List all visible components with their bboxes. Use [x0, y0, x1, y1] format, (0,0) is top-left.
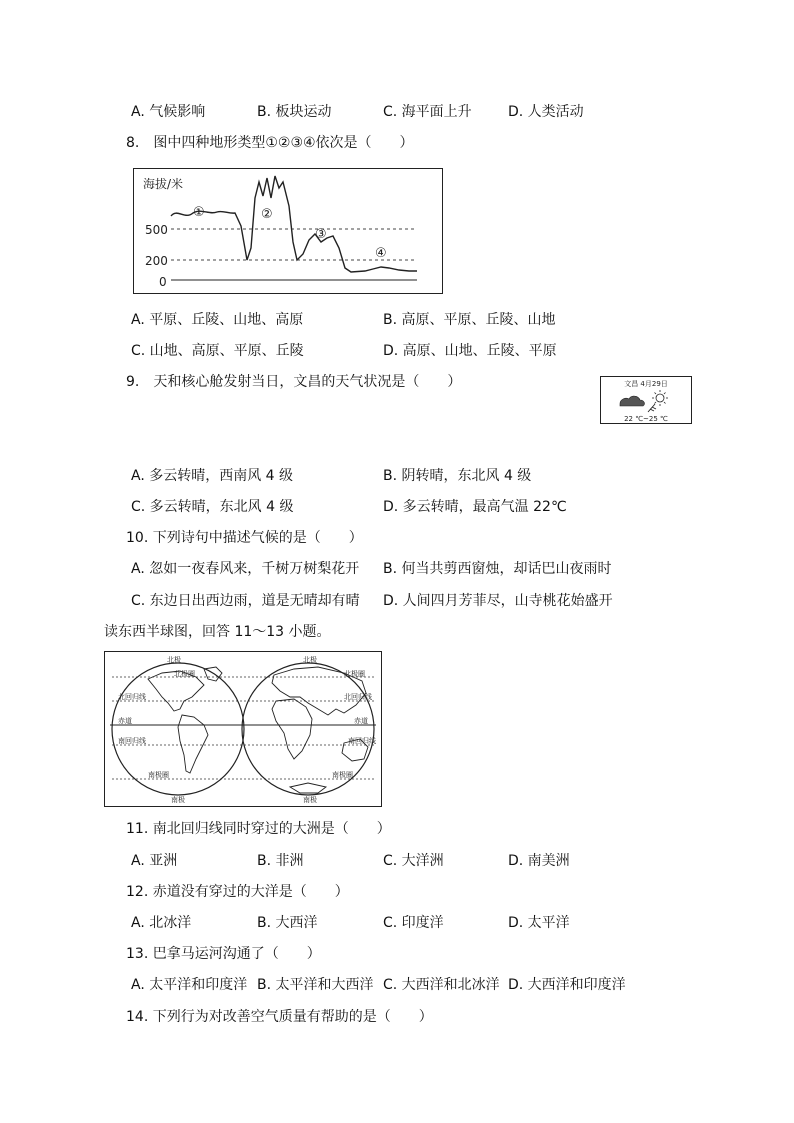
- q8-option-a: A. 平原、丘陵、山地、高原: [131, 312, 304, 328]
- q10-stem: 10. 下列诗句中描述气候的是（ ）: [126, 530, 363, 546]
- west-label-north-pole: 北极: [167, 656, 181, 664]
- q9-option-a: A. 多云转晴，西南风 4 级: [131, 468, 294, 484]
- q13-option-c: C. 大西洋和北冰洋: [383, 977, 500, 993]
- east-label-north-pole: 北极: [303, 656, 317, 664]
- q13-option-a: A. 太平洋和印度洋: [131, 977, 248, 993]
- weather-header: 文昌 4月29日: [624, 380, 668, 388]
- q7-option-a: A. 气候影响: [131, 104, 206, 120]
- q9-option-d: D. 多云转晴，最高气温 22℃: [383, 499, 567, 515]
- q13-stem: 13. 巴拿马运河沟通了（ ）: [126, 946, 321, 962]
- q12-option-b: B. 大西洋: [257, 915, 318, 931]
- q10-option-a: A. 忽如一夜春风来，千树万树梨花开: [131, 561, 360, 577]
- east-label-antarctic-circle: 南极圈: [332, 771, 353, 779]
- marker-4: ④: [375, 246, 387, 261]
- east-label-tropic-capricorn: 南回归线: [348, 737, 376, 745]
- profile-tick-200: 200: [145, 254, 168, 268]
- q12-option-c: C. 印度洋: [383, 915, 444, 931]
- q12-stem: 12. 赤道没有穿过的大洋是（ ）: [126, 884, 349, 900]
- q12-option-a: A. 北冰洋: [131, 915, 192, 931]
- west-label-tropic-cancer: 北回归线: [118, 693, 146, 701]
- q11-option-a: A. 亚洲: [131, 853, 178, 869]
- west-label-arctic-circle: 北极圈: [174, 670, 195, 678]
- q7-option-b: B. 板块运动: [257, 104, 332, 120]
- map-intro: 读东西半球图，回答 11～13 小题。: [104, 624, 331, 640]
- elevation-profile-figure: [133, 168, 443, 294]
- q11-option-b: B. 非洲: [257, 853, 304, 869]
- profile-tick-500: 500: [145, 223, 168, 237]
- q13-option-d: D. 大西洋和印度洋: [508, 977, 626, 993]
- q9-option-b: B. 阴转晴，东北风 4 级: [383, 468, 532, 484]
- east-label-tropic-cancer: 北回归线: [344, 693, 372, 701]
- q10-option-c: C. 东边日出西边雨，道是无晴却有晴: [131, 593, 360, 609]
- profile-ylabel: 海拔/米: [143, 177, 184, 191]
- hemisphere-map-figure: [104, 651, 382, 807]
- q9-option-c: C. 多云转晴，东北风 4 级: [131, 499, 294, 515]
- q10-option-d: D. 人间四月芳菲尽，山寺桃花始盛开: [383, 593, 613, 609]
- east-label-equator: 赤道: [354, 717, 368, 725]
- q11-option-d: D. 南美洲: [508, 853, 570, 869]
- west-label-tropic-capricorn: 南回归线: [118, 737, 146, 745]
- q8-option-c: C. 山地、高原、平原、丘陵: [131, 343, 304, 359]
- q8-option-d: D. 高原、山地、丘陵、平原: [383, 343, 557, 359]
- west-label-equator: 赤道: [118, 717, 132, 725]
- west-label-antarctic-circle: 南极圈: [148, 771, 169, 779]
- q8-stem: 8. 图中四种地形类型①②③④依次是（ ）: [126, 135, 414, 151]
- q13-option-b: B. 太平洋和大西洋: [257, 977, 374, 993]
- q8-option-b: B. 高原、平原、丘陵、山地: [383, 312, 556, 328]
- q7-option-d: D. 人类活动: [508, 104, 584, 120]
- marker-1: ①: [193, 205, 205, 220]
- east-label-arctic-circle: 北极圈: [344, 670, 365, 678]
- west-label-south-pole: 南极: [171, 796, 185, 804]
- q11-stem: 11. 南北回归线同时穿过的大洲是（ ）: [126, 821, 391, 837]
- weather-forecast-box: [600, 376, 692, 424]
- q14-stem: 14. 下列行为对改善空气质量有帮助的是（ ）: [126, 1009, 433, 1025]
- q10-option-b: B. 何当共剪西窗烛，却话巴山夜雨时: [383, 561, 612, 577]
- marker-2: ②: [261, 207, 273, 222]
- q11-option-c: C. 大洋洲: [383, 853, 444, 869]
- q12-option-d: D. 太平洋: [508, 915, 570, 931]
- q7-option-c: C. 海平面上升: [383, 104, 472, 120]
- marker-3: ③: [315, 227, 327, 242]
- east-label-south-pole: 南极: [303, 796, 317, 804]
- weather-temp: 22 ℃~25 ℃: [624, 415, 668, 423]
- profile-tick-0: 0: [159, 275, 167, 289]
- q9-stem: 9. 天和核心舱发射当日，文昌的天气状况是（ ）: [126, 374, 462, 390]
